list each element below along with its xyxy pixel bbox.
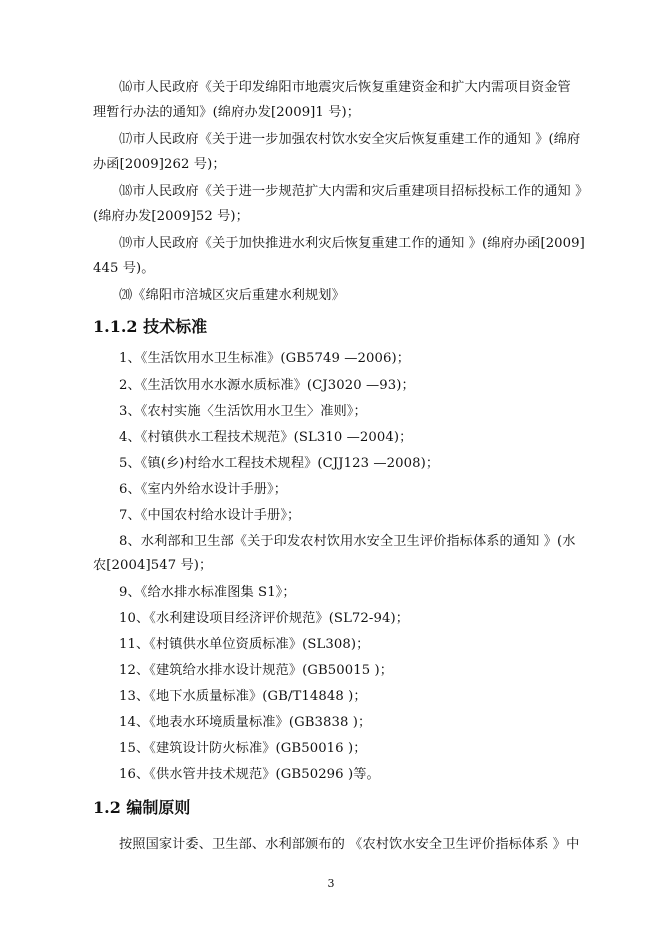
standard-item-5: 5、《镇(乡)村给水工程技术规程》(CJJ123 —2008)； — [119, 456, 440, 471]
standard-item-8-line-2: 农[2004]547 号)； — [93, 558, 213, 573]
reference-18-line-1: ⒅市人民政府《关于进一步规范扩大内需和灾后重建项目招标投标工作的通知 》 — [119, 184, 589, 199]
principles-paragraph-line-1: 按照国家计委、卫生部、水利部颁布的 《农村饮水安全卫生评价指标体系 》中 — [119, 837, 580, 852]
standard-item-9: 9、《给水排水标准图集 S1》； — [119, 585, 296, 600]
section-heading-technical-standards: 1.1.2 技术标准 — [93, 317, 208, 336]
standard-item-4: 4、《村镇供水工程技术规范》(SL310 —2004)； — [119, 430, 413, 445]
reference-16-line-2: 理暂行办法的通知》(绵府办发[2009]1 号)； — [93, 105, 361, 120]
page-number: 3 — [327, 877, 335, 890]
standard-item-13: 13、《地下水质量标准》(GB/T14848 )； — [119, 689, 367, 704]
reference-16-line-1: ⒃市人民政府《关于印发绵阳市地震灾后恢复重建资金和扩大内需项目资金管 — [119, 80, 571, 95]
reference-17-line-1: ⒄市人民政府《关于进一步加强农村饮水安全灾后恢复重建工作的通知 》(绵府 — [119, 132, 581, 147]
reference-19-line-2: 445 号)。 — [93, 261, 155, 276]
standard-item-12: 12、《建筑给水排水设计规范》(GB50015 )； — [119, 663, 394, 678]
standard-item-11: 11、《村镇供水单位资质标准》(SL308)； — [119, 637, 370, 652]
standard-item-10: 10、《水利建设项目经济评价规范》(SL72-94)； — [119, 611, 409, 626]
standard-item-16: 16、《供水管井技术规范》(GB50296 )等。 — [119, 767, 380, 782]
standard-item-3: 3、《农村实施〈生活饮用水卫生〉准则》； — [119, 404, 367, 419]
reference-17-line-2: 办函[2009]262 号)； — [93, 157, 226, 172]
standard-item-2: 2、《生活饮用水水源水质标准》(CJ3020 —93)； — [119, 378, 415, 393]
standard-item-1: 1、《生活饮用水卫生标准》(GB5749 —2006)； — [119, 351, 411, 366]
standard-item-14: 14、《地表水环境质量标准》(GB3838 )； — [119, 715, 372, 730]
standard-item-8-line-1: 8、水利部和卫生部《关于印发农村饮用水安全卫生评价指标体系的通知 》(水 — [119, 534, 576, 549]
reference-18-line-2: (绵府办发[2009]52 号)； — [93, 209, 249, 224]
section-heading-principles: 1.2 编制原则 — [93, 798, 191, 817]
standard-item-15: 15、《建筑设计防火标准》(GB50016 )； — [119, 741, 367, 756]
reference-19-line-1: ⒆市人民政府《关于加快推进水利灾后恢复重建工作的通知 》(绵府办函[2009] — [119, 236, 585, 251]
standard-item-7: 7、《中国农村给水设计手册》； — [119, 508, 301, 523]
reference-20: ⒇《绵阳市涪城区灾后重建水利规划》 — [119, 288, 345, 303]
standard-item-6: 6、《室内外给水设计手册》； — [119, 482, 288, 497]
